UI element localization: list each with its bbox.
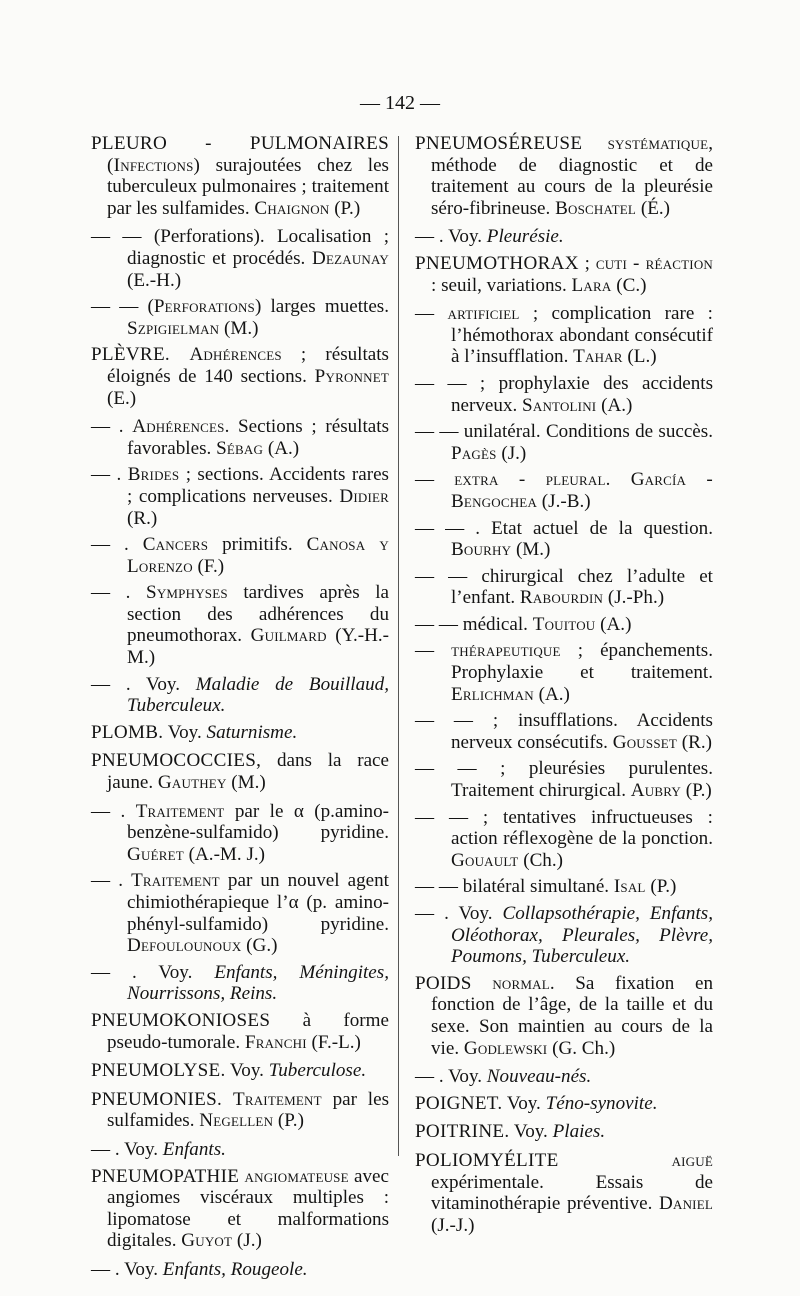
- small-caps-text: Traitement: [232, 1088, 322, 1110]
- cross-reference: Plaies.: [552, 1121, 606, 1143]
- entry-text: (P.): [645, 876, 677, 898]
- index-entry: [415, 253, 713, 296]
- index-subentry: [415, 903, 713, 968]
- entry-text: (P.): [680, 780, 712, 802]
- small-caps-text: Adhérences: [132, 416, 225, 438]
- index-subentry: [415, 710, 713, 753]
- small-caps-text: Canosa y Lorenzo: [127, 534, 390, 577]
- entry-text: — .: [91, 800, 136, 822]
- entry-text: ; épanchements. Prophylaxie et traitement.: [451, 640, 713, 684]
- index-subentry: [415, 421, 713, 464]
- page-number: — 142 —: [360, 92, 440, 114]
- small-caps-text: Chaignon: [254, 197, 330, 219]
- entry-text: (A.): [263, 437, 300, 459]
- index-entry: [415, 1150, 713, 1236]
- small-caps-text: aiguë: [671, 1149, 713, 1171]
- index-entry: [91, 133, 389, 219]
- cross-reference: Nouveau-nés.: [486, 1066, 592, 1088]
- entry-heading: PNEUMOKONIOSES: [91, 1009, 271, 1031]
- entry-text: ; sections. Accidents rares ; complications nerveuses.: [127, 464, 389, 507]
- small-caps-text: Guilmard: [250, 625, 327, 647]
- small-caps-text: thérapeutique: [451, 640, 561, 662]
- small-caps-text: Pagès: [451, 442, 497, 464]
- entry-text: (P.): [273, 1110, 304, 1132]
- entry-text: . Sa fixation en fonction de l’âge, de la taille et du sexe. Son maintien au cours de la vie.: [431, 972, 713, 1059]
- entry-text: —: [415, 640, 452, 662]
- index-entry: [415, 1121, 713, 1143]
- entry-text: expérimentale. Essais de vitaminothérapie préventive.: [431, 1171, 713, 1215]
- entry-text: — . Voy.: [415, 903, 503, 924]
- index-subentry: [91, 582, 389, 668]
- small-caps-text: Dezaunay: [311, 247, 389, 269]
- entry-text: Voy.: [502, 1092, 546, 1114]
- small-caps-text: Guéret: [127, 843, 184, 865]
- entry-text: — .: [91, 582, 147, 604]
- entry-text: (J.): [232, 1230, 262, 1252]
- entry-text: primitifs.: [208, 534, 307, 556]
- index-subentry: [415, 758, 713, 801]
- entry-heading: POIGNET.: [415, 1092, 503, 1114]
- entry-text: —: [415, 469, 455, 491]
- entry-text: ; complication rare : l’hémothorax abondant consécutif à l’insufflation.: [451, 303, 713, 368]
- entry-text: — .: [91, 870, 132, 892]
- entry-heading: PLOMB.: [91, 721, 164, 743]
- entry-text: ; résultats éloignés de 140 sections.: [107, 344, 389, 387]
- small-caps-text: Tahar: [573, 346, 623, 368]
- entry-text: par le α (p.amino-benzène-sulfamido) pyridine.: [127, 800, 389, 844]
- entry-text: [611, 469, 631, 490]
- entry-text: (M.): [511, 539, 551, 561]
- index-subentry: [91, 226, 389, 291]
- cross-reference: Enfants, Méningites, Nourrissons, Reins.: [127, 961, 389, 1005]
- entry-text: (Y.-H.-M.): [127, 625, 390, 669]
- small-caps-text: Santolini: [522, 394, 597, 416]
- entry-text: Voy.: [509, 1121, 553, 1143]
- small-caps-text: Rabourdin: [519, 587, 604, 609]
- index-entry: [415, 973, 713, 1059]
- small-caps-text: normal: [492, 972, 550, 994]
- small-caps-text: cuti - réaction: [595, 252, 713, 274]
- entry-text: (R.): [127, 507, 158, 529]
- entry-text: (E.): [107, 387, 137, 409]
- entry-text: (Ch.): [518, 849, 563, 871]
- small-caps-text: Erlichman: [451, 683, 534, 705]
- entry-text: — — chirurgical chez l’adulte et l’enfant.: [415, 565, 713, 609]
- entry-heading: PNEUMOPATHIE: [91, 1165, 240, 1187]
- entry-text: (É.): [636, 197, 670, 219]
- small-caps-text: Guyot: [181, 1230, 233, 1252]
- entry-text: (M.): [226, 772, 266, 794]
- index-subentry: [91, 296, 389, 339]
- entry-text: — .: [91, 534, 143, 556]
- entry-text: (A.): [533, 683, 570, 705]
- entry-text: — — unilatéral. Conditions de succès.: [415, 421, 713, 443]
- index-subentry: [91, 870, 389, 956]
- index-subentry: [415, 1066, 713, 1088]
- small-caps-text: Traitement: [135, 800, 225, 822]
- index-column-left: [91, 133, 389, 1286]
- small-caps-text: angiomateuse: [244, 1165, 349, 1187]
- index-subentry: [415, 226, 713, 248]
- index-entry: [91, 1166, 389, 1252]
- index-subentry: [415, 373, 713, 416]
- entry-text: — .: [91, 416, 133, 438]
- entry-text: — . Voy.: [415, 226, 487, 248]
- cross-reference: Enfants, Rougeole.: [162, 1258, 308, 1280]
- small-caps-text: Szpigielman: [127, 317, 220, 339]
- small-caps-text: Symphyses: [146, 582, 228, 604]
- entry-text: ) larges muettes.: [254, 296, 389, 318]
- entry-text: [222, 1089, 233, 1110]
- entry-text: — . Voy.: [91, 1138, 163, 1160]
- small-caps-text: Perforations: [153, 296, 255, 318]
- entry-text: dans la race jaune.: [107, 750, 389, 794]
- entry-text: (A.-M. J.): [183, 843, 266, 865]
- small-caps-text: Infections: [113, 154, 194, 176]
- entry-heading: PLÈVRE.: [91, 344, 190, 366]
- entry-heading: PNEUMOCOCCIES,: [91, 750, 262, 772]
- index-subentry: [415, 518, 713, 561]
- entry-text: — — ; pleurésies purulentes. Traitement chirurgical.: [415, 758, 713, 802]
- entry-text: — — (Perforations). Localisation ; diagnostic et procédés.: [91, 226, 389, 269]
- entry-heading: PNEUMOTHORAX: [415, 252, 579, 274]
- index-entry: [91, 722, 389, 744]
- entry-heading: PNEUMOLYSE.: [91, 1060, 226, 1082]
- entry-text: (J.-B.): [537, 490, 591, 512]
- small-caps-text: García - Bengochea: [451, 469, 713, 512]
- entry-heading: PNEUMOSÉREUSE: [415, 133, 583, 154]
- entry-text: à forme pseudo-tumorale.: [107, 1009, 389, 1053]
- index-subentry: [91, 962, 389, 1005]
- small-caps-text: systématique: [607, 133, 709, 154]
- index-subentry: [415, 566, 713, 609]
- entry-text: (P.): [329, 197, 361, 219]
- entry-text: (F.): [192, 555, 225, 577]
- index-subentry: [91, 801, 389, 866]
- cross-reference: Saturnisme.: [206, 721, 298, 743]
- index-subentry: [415, 303, 713, 368]
- entry-text: [472, 973, 493, 994]
- entry-text: [582, 133, 607, 154]
- entry-text: (J.-Ph.): [603, 587, 665, 609]
- small-caps-text: Gauthey: [157, 772, 227, 794]
- entry-heading: POIDS: [415, 972, 472, 994]
- entry-text: — — ; prophylaxie des accidents nerveux.: [415, 372, 713, 416]
- entry-text: avec angiomes viscéraux multiples : lipomatose et malformations digitales.: [107, 1165, 389, 1252]
- small-caps-text: Touitou: [532, 613, 596, 635]
- cross-reference: Maladie de Bouillaud, Tuberculeux.: [127, 673, 389, 717]
- small-caps-text: Didier: [339, 485, 389, 507]
- index-entry: [91, 344, 389, 409]
- entry-text: — . Voy.: [91, 673, 196, 695]
- entry-heading: POITRINE.: [415, 1121, 510, 1143]
- index-subentry: [91, 464, 389, 529]
- entry-text: (L.): [622, 346, 657, 368]
- cross-reference: Collapsothérapie, Enfants, Oléothorax, Pleurales, Plèvre, Poumons, Tuberculeux.: [451, 903, 713, 968]
- index-subentry: [91, 1259, 389, 1281]
- entry-text: (G. Ch.): [547, 1037, 616, 1059]
- index-subentry: [91, 1139, 389, 1161]
- entry-text: — — . Etat actuel de la question.: [415, 517, 713, 539]
- entry-text: (R.): [677, 731, 713, 753]
- small-caps-text: Negellen: [199, 1110, 274, 1132]
- small-caps-text: Cancers: [142, 534, 209, 556]
- entry-text: — — (: [91, 296, 154, 318]
- entry-text: — — médical.: [415, 613, 533, 635]
- small-caps-text: Godlewski: [463, 1037, 548, 1059]
- entry-text: — — ; insufflations. Accidents nerveux consécutifs.: [415, 710, 713, 753]
- entry-heading: POLIOMYÉLITE: [415, 1149, 559, 1171]
- index-subentry: [415, 807, 713, 872]
- small-caps-text: extra - pleural.: [454, 469, 611, 491]
- small-caps-text: Daniel: [659, 1193, 713, 1215]
- entry-text: , méthode de diagnostic et de traitement au cours de la pleurésie séro-fibrineuse.: [431, 133, 713, 219]
- entry-text: — . Voy.: [415, 1066, 487, 1088]
- entry-text: —: [415, 303, 448, 325]
- entry-text: — . Voy.: [91, 961, 215, 983]
- cross-reference: Pleurésie.: [486, 226, 564, 248]
- index-entry: [91, 1060, 389, 1082]
- small-caps-text: Boschatel: [555, 197, 637, 219]
- entry-text: tardives après la section des adhérences du pneumothorax.: [127, 582, 390, 647]
- index-subentry: [91, 674, 389, 717]
- index-subentry: [91, 534, 389, 577]
- cross-reference: Téno-synovite.: [545, 1092, 658, 1114]
- index-subentry: [415, 640, 713, 705]
- entry-text: (G.): [241, 935, 278, 957]
- cross-reference: Tuberculose.: [268, 1060, 367, 1082]
- entry-text: : seuil, variations.: [431, 274, 572, 296]
- small-caps-text: Sébag: [216, 437, 264, 459]
- index-subentry: [415, 469, 713, 512]
- entry-heading: PLEURO - PULMONAIRES (: [91, 133, 389, 176]
- small-caps-text: Lara: [571, 274, 612, 296]
- small-caps-text: Franchi: [244, 1031, 307, 1053]
- cross-reference: Enfants.: [162, 1138, 226, 1160]
- entry-text: (F.-L.): [306, 1031, 361, 1053]
- entry-text: ) surajoutées chez les tuberculeux pulmonaires ; traitement par les sulfamides.: [107, 154, 389, 219]
- index-column-right: [415, 133, 713, 1243]
- index-entry: [91, 1010, 389, 1053]
- index-entry: [415, 133, 713, 219]
- entry-text: — .: [91, 464, 128, 486]
- entry-text: [559, 1150, 672, 1171]
- small-caps-text: Aubry: [630, 780, 681, 802]
- entry-text: — . Voy.: [91, 1258, 163, 1280]
- small-caps-text: Gouault: [451, 849, 519, 871]
- small-caps-text: Bourhy: [451, 539, 512, 561]
- entry-text: . Sections ; résultats favorables.: [127, 416, 390, 459]
- index-entry: [415, 1093, 713, 1115]
- entry-text: Voy.: [225, 1060, 269, 1082]
- entry-text: (M.): [219, 317, 259, 339]
- column-divider: [398, 136, 399, 1156]
- entry-heading: PNEUMONIES.: [91, 1088, 223, 1110]
- entry-text: Voy.: [163, 721, 207, 743]
- small-caps-text: Adhérences: [189, 344, 282, 366]
- index-subentry: [91, 416, 389, 459]
- index-subentry: [415, 614, 713, 636]
- entry-text: (A.): [595, 613, 632, 635]
- small-caps-text: Defoulounoux: [127, 935, 242, 957]
- entry-text: (E.-H.): [127, 269, 182, 291]
- entry-text: (C.): [611, 274, 647, 296]
- entry-text: par un nouvel agent chimiothérapieque l’α (p. amino-phényl-sulfamido) pyridine.: [127, 870, 389, 935]
- index-subentry: [415, 876, 713, 898]
- index-entry: [91, 750, 389, 793]
- entry-text: (J.): [496, 442, 527, 464]
- entry-text: (A.): [596, 394, 633, 416]
- index-entry: [91, 1089, 389, 1132]
- small-caps-text: Pyronnet: [314, 365, 389, 387]
- small-caps-text: Brides: [127, 464, 180, 486]
- entry-text: — — bilatéral simultané.: [415, 876, 614, 898]
- entry-text: ;: [578, 252, 596, 274]
- entry-text: — — ; tentatives infructueuses : action réflexogène de la ponction.: [415, 806, 713, 850]
- entry-text: (J.-J.): [431, 1214, 475, 1236]
- small-caps-text: artificiel: [447, 303, 520, 325]
- small-caps-text: Isal: [613, 876, 646, 898]
- small-caps-text: Traitement: [131, 870, 220, 892]
- small-caps-text: Gousset: [612, 731, 678, 753]
- entry-text: par les sulfamides.: [107, 1088, 390, 1132]
